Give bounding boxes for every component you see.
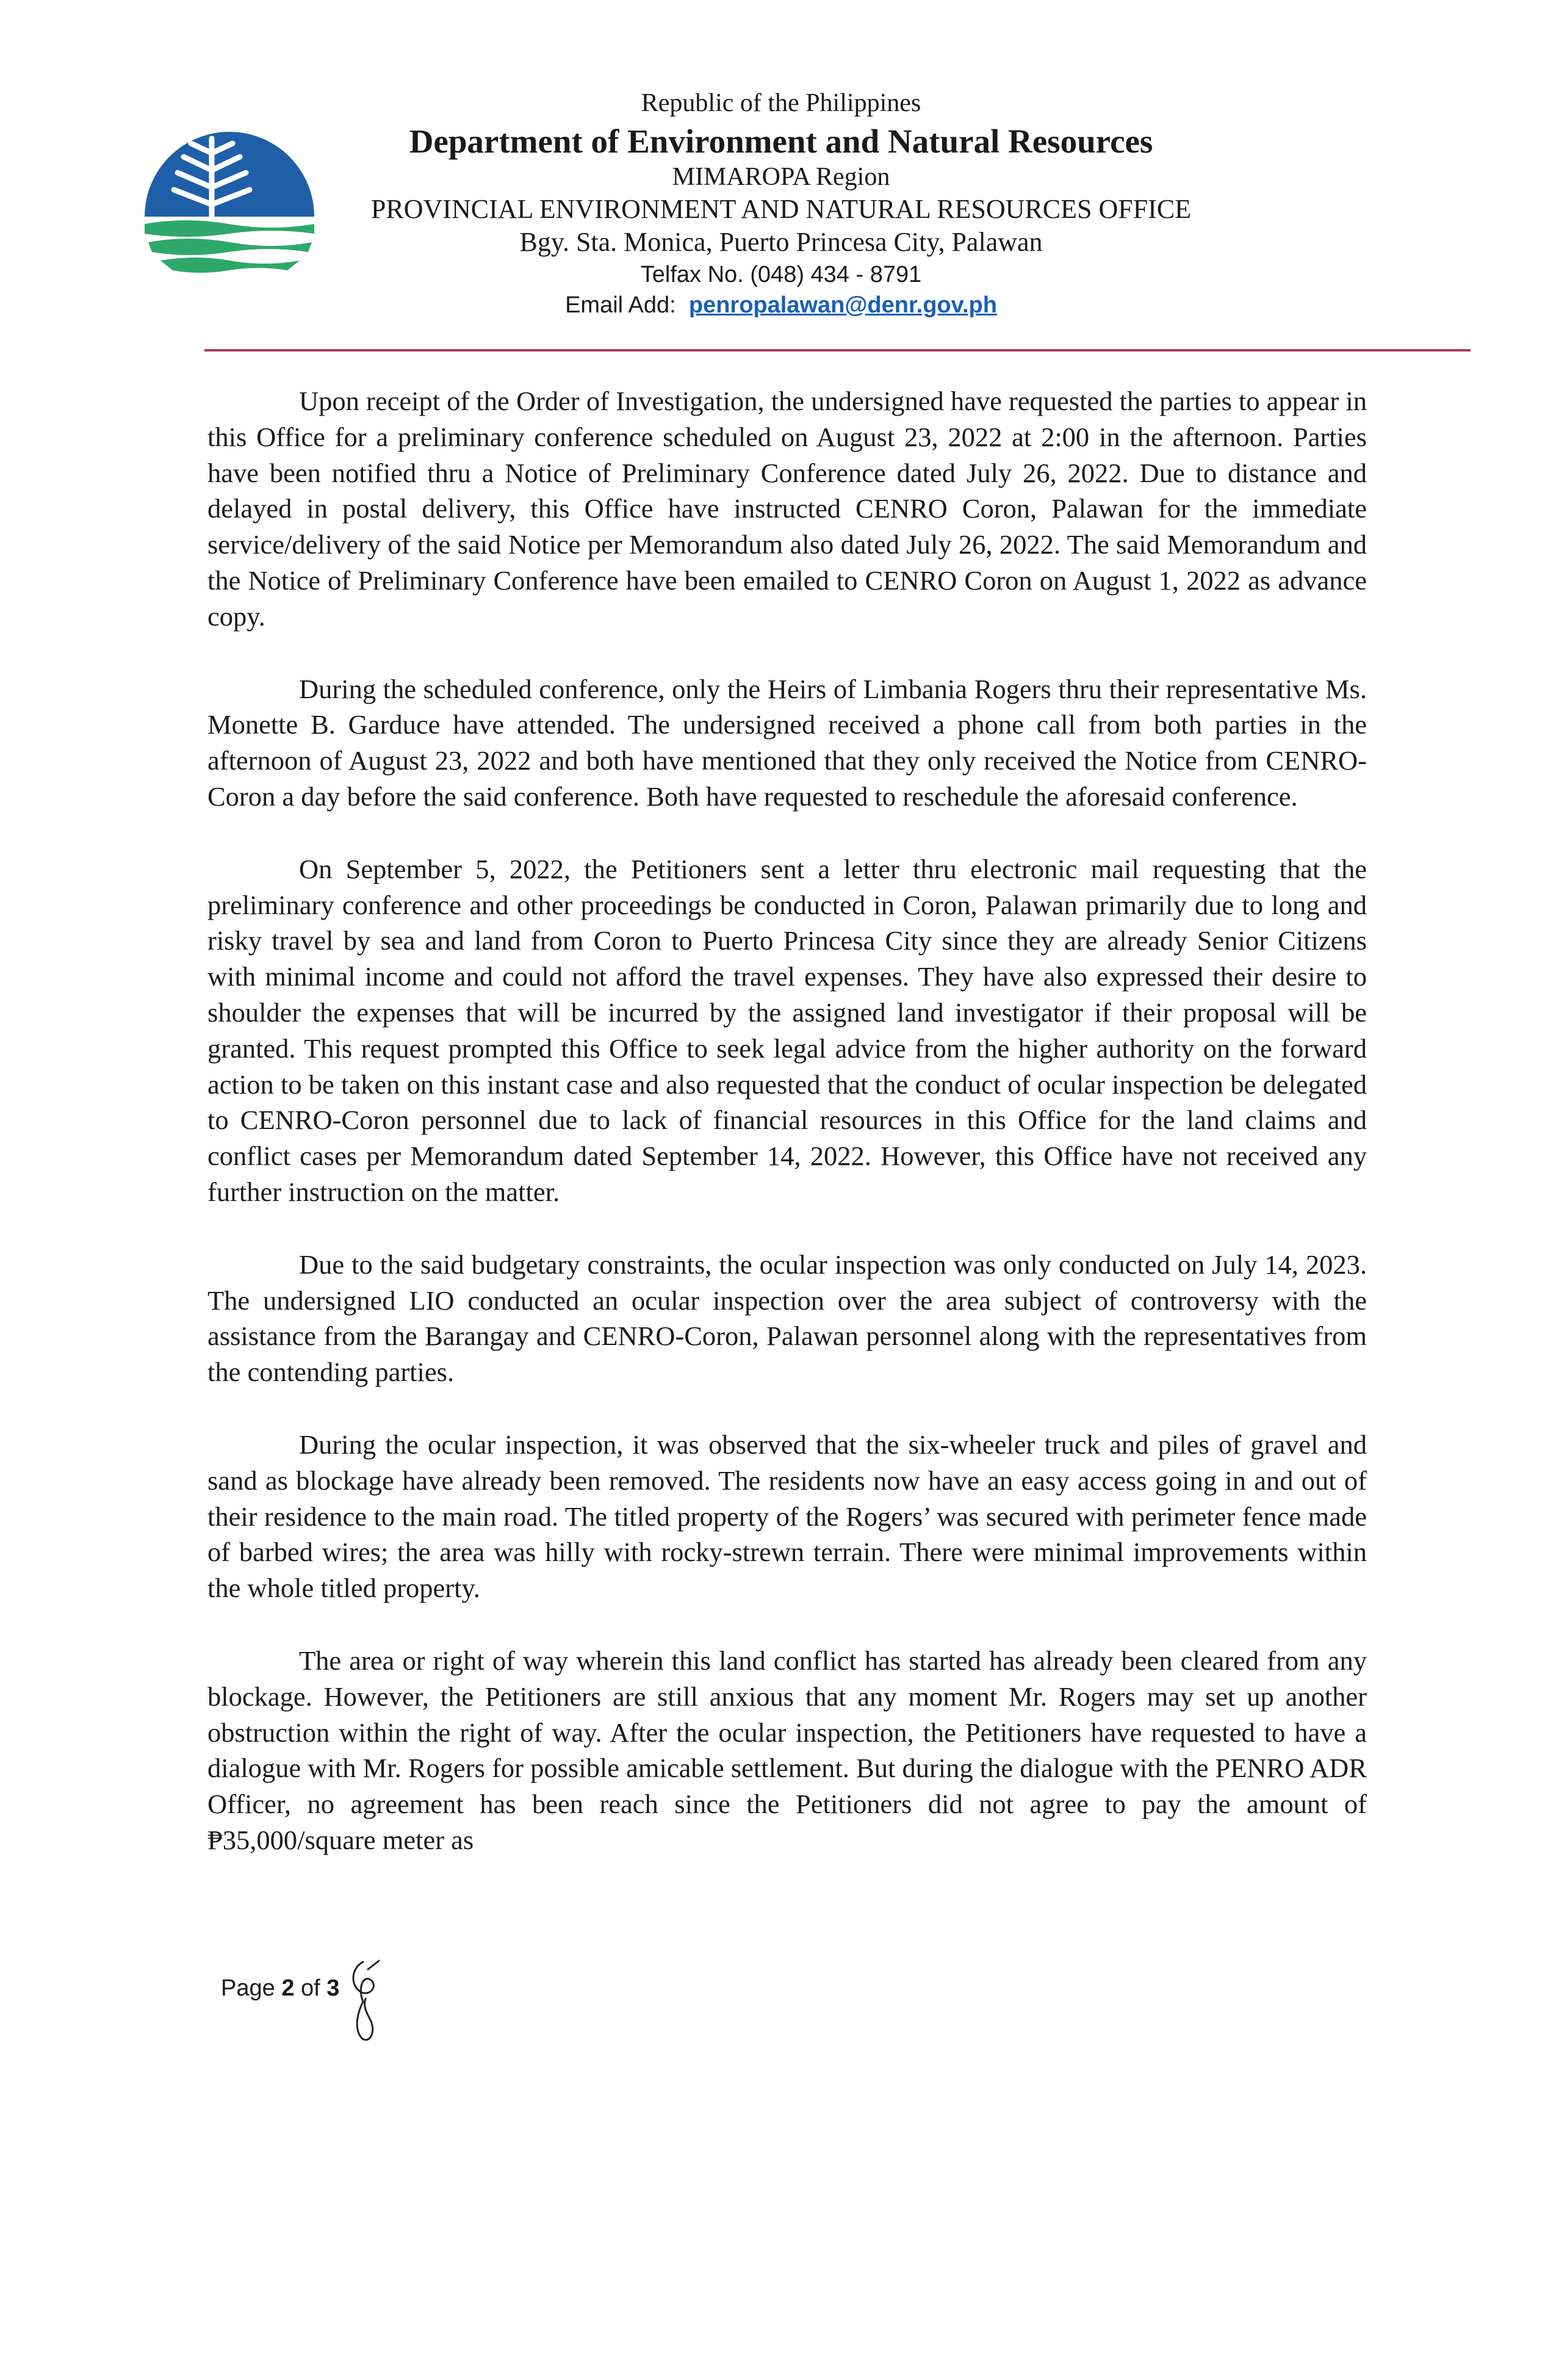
telfax-line: Telfax No. (048) 434 - 8791 xyxy=(640,262,922,287)
email-label: Email Add: xyxy=(565,292,676,318)
page-number xyxy=(221,1975,339,2002)
page-current: 2 xyxy=(281,1975,295,2001)
region-line: MIMAROPA Region xyxy=(672,163,890,191)
paragraph: The area or right of way wherein this land conflict has started has already been cleared from any blockage. However, the Petitioners are still anxious that any moment Mr. Rogers may set up another obstruction within the right of way. After the ocular inspection, the Petitioners have requested to have a dialogue with Mr. Rogers for possible amicable settlement. But during the dialogue with the PENRO ADR Officer, no agreement has been reach since the Petitioners did not agree to pay the amount of ₱35,000/square meter as xyxy=(207,1645,1367,1855)
handwritten-initials-icon xyxy=(345,1956,387,2047)
paragraph: During the ocular inspection, it was observed that the six-wheeler truck and piles of gravel and sand as blockage have already been removed. The residents now have an easy access going in and out of their residence to the main road. The titled property of the Rogers’ was secured with perimeter fence made of barbed wires; the area was hilly with rocky-strewn terrain. There were minimal improvements within the whole titled property. xyxy=(207,1429,1367,1604)
letterhead xyxy=(268,90,1294,317)
header-divider xyxy=(204,349,1471,352)
paragraph: Due to the said budgetary constraints, the ocular inspection was only conducted on July 14, 2023. The undersigned LIO conducted an ocular inspection over the area subject of controversy with the assistance from the Barangay and CENRO-Coron, Palawan personnel along with the representatives from the contending parties. xyxy=(207,1249,1367,1388)
paragraph: Upon receipt of the Order of Investigation, the undersigned have requested the parties to appear in this Office for a preliminary conference scheduled on August 23, 2022 at 2:00 in the afternoon. Parties have been notified thru a Notice of Preliminary Conference dated July 26, 2022. Due to distance and delayed in postal delivery, this Office have instructed CENRO Coron, Palawan for the immediate service/delivery of the said Notice per Memorandum also dated July 26, 2022. The said Memorandum and the Notice of Preliminary Conference have been emailed to CENRO Coron on August 1, 2022 as advance copy. xyxy=(207,386,1367,632)
office-name: PROVINCIAL ENVIRONMENT AND NATURAL RESOURCES OFFICE xyxy=(370,194,1192,224)
paragraph: During the scheduled conference, only the Heirs of Limbania Rogers thru their representative Ms. Monette B. Garduce have attended. The undersigned received a phone call from both parties in the afternoon of August 23, 2022 and both have mentioned that they only received the Notice from CENRO-Coron a day before the said conference. Both have requested to reschedule the aforesaid conference. xyxy=(207,673,1367,812)
office-address: Bgy. Sta. Monica, Puerto Princesa City, Palawan xyxy=(519,227,1043,257)
department-name: Department of Environment and Natural Resources xyxy=(409,123,1153,160)
republic-line: Republic of the Philippines xyxy=(641,89,921,117)
page-of: of xyxy=(294,1975,327,2001)
letter-body xyxy=(207,383,1367,1895)
email-link[interactable]: penropalawan@denr.gov.ph xyxy=(688,292,997,318)
email-line xyxy=(268,294,1294,317)
paragraph: On September 5, 2022, the Petitioners sent a letter thru electronic mail requesting that the preliminary conference and other proceedings be conducted in Coron, Palawan primarily due to long and risky travel by sea and land from Coron to Puerto Princesa City since they are already Senior Citizens with minimal income and could not afford the travel expenses. They have also expressed their desire to shoulder the expenses that will be incurred by the assigned land investigator if their proposal will be granted. This request prompted this Office to seek legal advice from the higher authority on the forward action to be taken on this instant case and also requested that the conduct of ocular inspection be delegated to CENRO-Coron personnel due to lack of financial resources in this Office for the land claims and conflict cases per Memorandum dated September 14, 2022. However, this Office have not received any further instruction on the matter. xyxy=(207,853,1367,1207)
page-prefix: Page xyxy=(221,1975,282,2001)
page-total: 3 xyxy=(326,1975,340,2001)
